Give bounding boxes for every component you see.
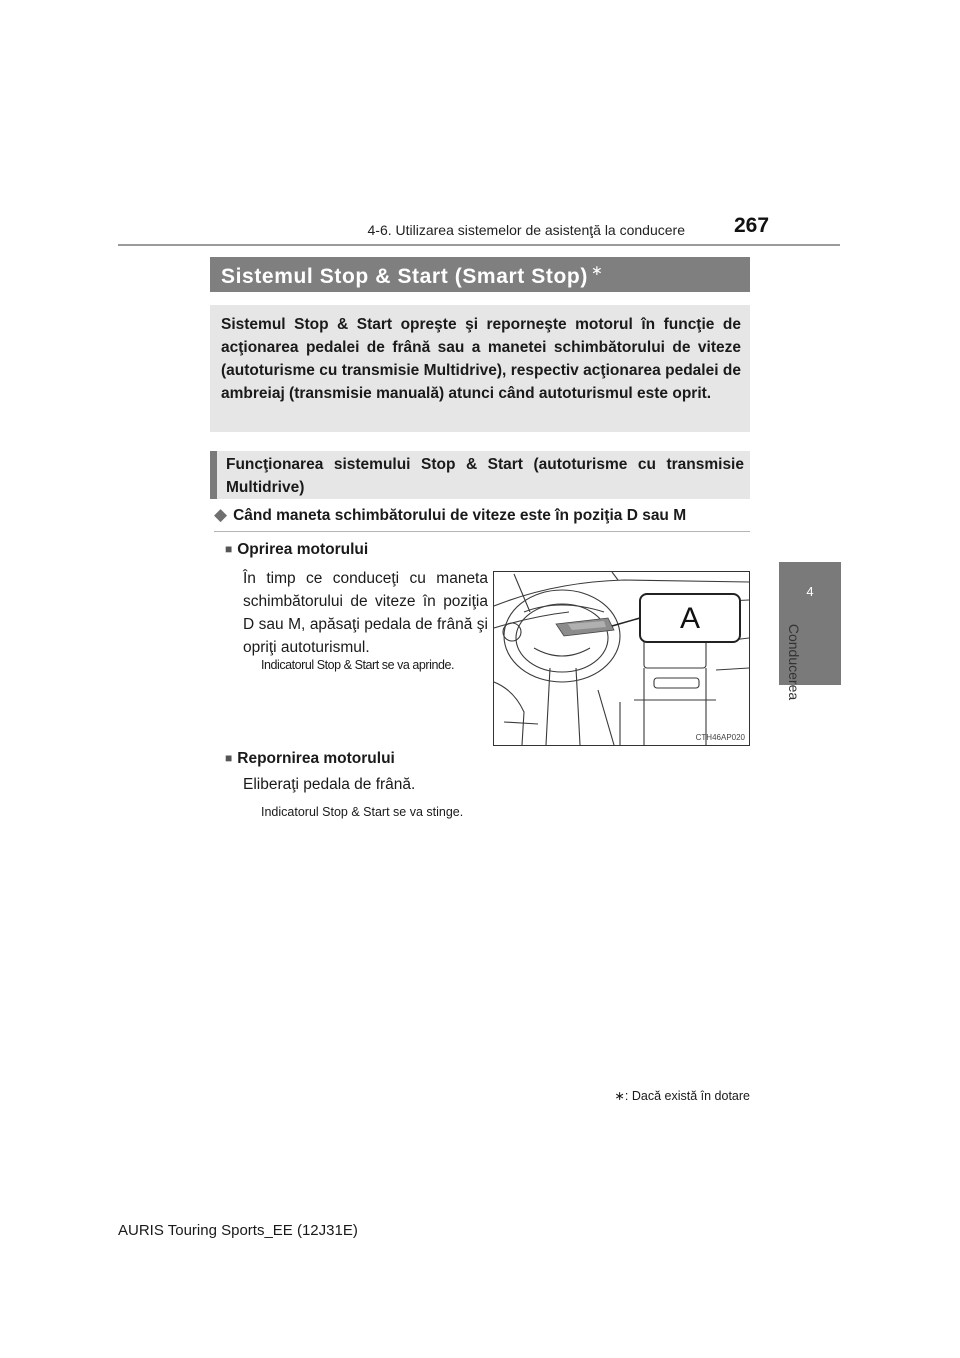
- page-title-bar: [210, 257, 750, 292]
- section-header: 4-6. Utilizarea sistemelor de asistenţă la conducere: [367, 222, 685, 238]
- footnote: [560, 1088, 750, 1103]
- subsection-title: Funcţionarea sistemului Stop & Start (autoturisme cu transmisie Multidrive): [226, 456, 744, 496]
- subsection-bar: [210, 451, 217, 499]
- stop-text: În timp ce conduceţi cu maneta schimbătorului de viteze în poziţia D sau M, apăsaţi pedala de frână şi opriţi autoturismul.: [243, 570, 488, 656]
- chapter-label: Conducerea: [786, 623, 802, 701]
- footer-model: AURIS Touring Sports_EE (12J31E): [118, 1222, 358, 1239]
- condition-heading: [214, 505, 750, 525]
- dashboard-drawing: [494, 572, 749, 745]
- stop-heading-text: Oprirea motorului: [237, 541, 369, 558]
- callout-label: A: [679, 602, 701, 635]
- restart-note: Indicatorul Stop & Start se va stinge.: [261, 805, 464, 819]
- restart-heading-text: Repornirea motorului: [237, 750, 395, 767]
- dashboard-illustration: [493, 571, 750, 746]
- page-number: 267: [734, 214, 770, 237]
- square-bullet-icon: ■: [225, 542, 233, 556]
- page-title-text: Sistemul Stop & Start (Smart Stop): [221, 265, 588, 288]
- page-title: [221, 262, 603, 289]
- chapter-number: 4: [806, 584, 814, 599]
- chapter-label-wrap: [779, 612, 809, 712]
- stop-heading: [225, 541, 368, 559]
- title-asterisk: ∗: [590, 262, 604, 278]
- header-divider: [118, 244, 840, 246]
- summary-text: Sistemul Stop & Start opreşte şi reporneşte motorul în funcţie de acţionarea pedalei de frână sau a manetei schimbătorului de viteze (autoturisme cu transmisie Multidrive), respectiv acţionarea pedalei de ambreiaj (transmisie manuală) atunci când autoturismul este oprit.: [221, 316, 741, 402]
- stop-note: Indicatorul Stop & Start se va aprinde.: [261, 658, 454, 672]
- illustration-code: CTH46AP020: [695, 733, 745, 742]
- footnote-marker: ∗: [614, 1089, 625, 1103]
- summary-box: [210, 305, 750, 432]
- restart-heading: [225, 750, 395, 768]
- condition-heading-text: Când maneta schimbătorului de viteze este în poziţia D sau M: [233, 507, 687, 524]
- square-bullet-icon: ■: [225, 751, 233, 765]
- footnote-text: : Dacă există în dotare: [624, 1089, 750, 1103]
- diamond-icon: ◆: [214, 505, 228, 524]
- condition-divider: [214, 531, 750, 532]
- restart-text: Eliberaţi pedala de frână.: [243, 776, 416, 793]
- subsection-header: [210, 451, 750, 499]
